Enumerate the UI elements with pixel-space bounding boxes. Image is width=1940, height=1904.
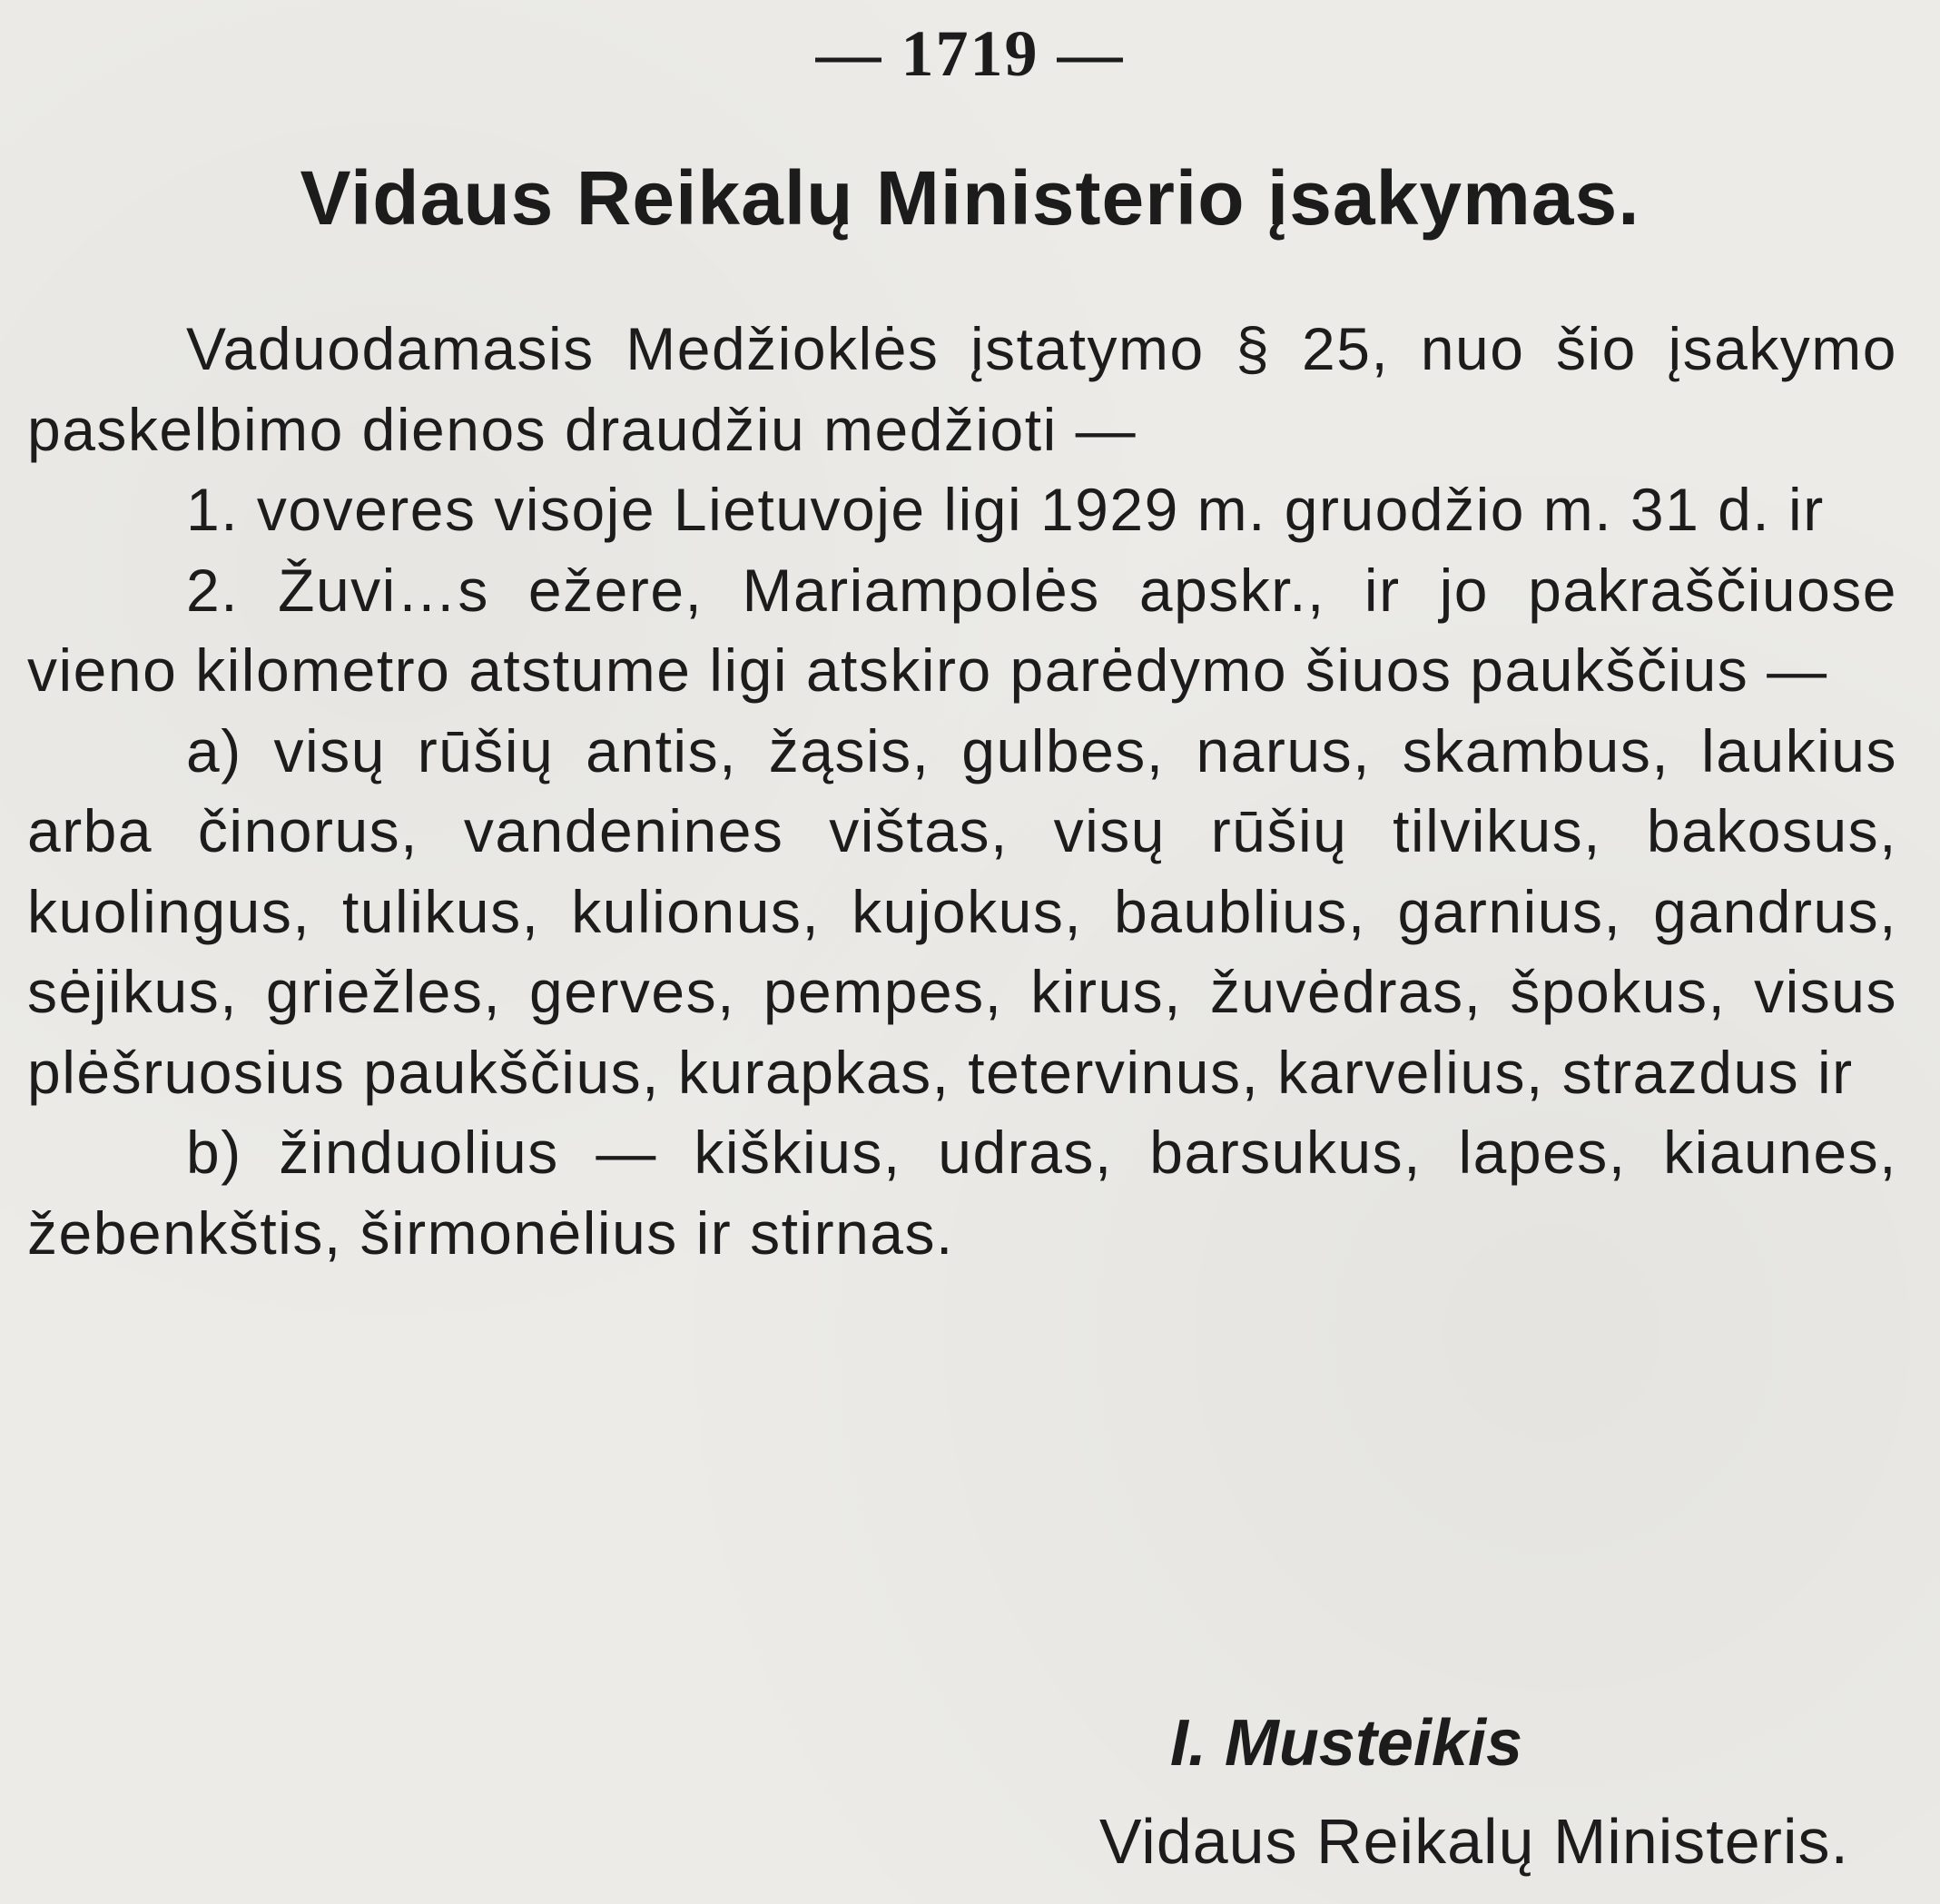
page-number: — 1719 — [815, 17, 1125, 90]
signer-title: Vidaus Reikalų Ministeris. [1098, 1806, 1849, 1877]
order-body [27, 309, 1897, 1273]
signer-name: I. Musteikis [1169, 1707, 1522, 1780]
clause-2a-birds: a) visų rūšių antis, žąsis, gulbes, narus, skambus, laukius arba činorus, vandenines vištas, visų rūšių tilvikus, bakosus, kuolingus, tulikus, kulionus, kujokus, baublius, garnius, gandrus, sėjikus, griežles, gerves, pempes, kirus, žuvėdras, špokus, visus plėšruosius paukščius, kurapkas, tetervinus, karvelius, strazdus ir [27, 716, 1897, 1106]
clause-2: 2. Žuvi…s ežere, Mariampolės apskr., ir jo pakraščiuose vieno kilometro atstume ligi atskiro parėdymo šiuos paukščius — [27, 556, 1897, 704]
order-title: Vidaus Reikalų Ministerio įsakymas. [300, 155, 1640, 241]
clause-1: 1. voveres visoje Lietuvoje ligi 1929 m. gruodžio m. 31 d. ir [186, 476, 1825, 543]
intro-paragraph: Vaduodamasis Medžioklės įstatymo § 25, nuo šio įsakymo paskelbimo dienos draudžiu medžioti — [27, 315, 1897, 463]
signature-block [1099, 1702, 1849, 1882]
clause-2b-mammals: b) žinduolius — kiškius, udras, barsukus, lapes, kiaunes, žebenkštis, širmonėlius ir stirnas. [27, 1119, 1897, 1267]
